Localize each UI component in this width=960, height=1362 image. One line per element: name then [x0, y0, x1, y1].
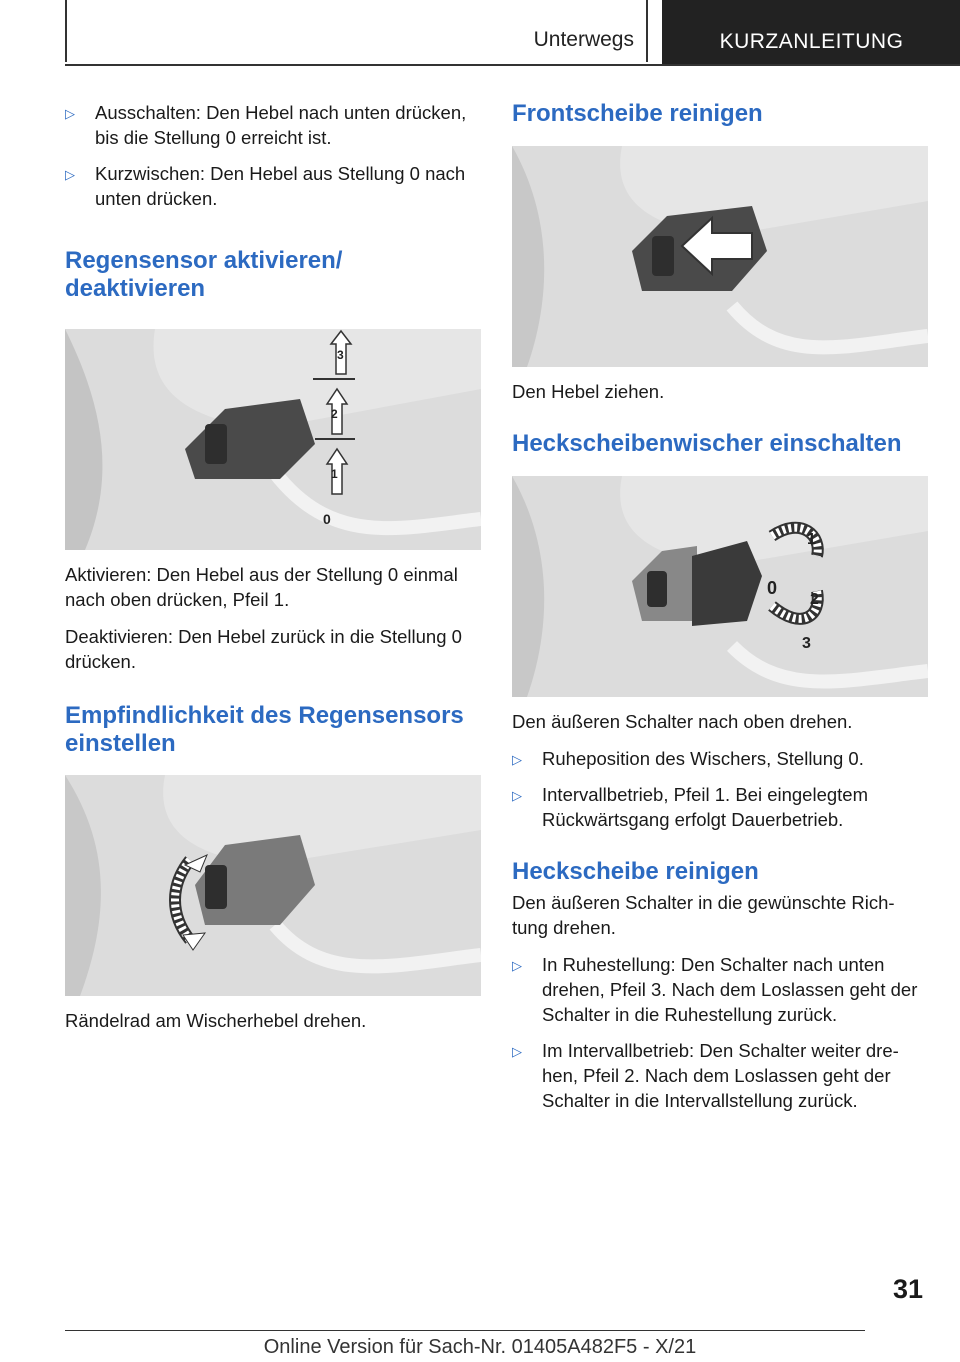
- left-column: [65, 100, 481, 1045]
- heading-line-2: deaktivieren: [65, 275, 206, 302]
- list-item-text: Ruheposition des Wischers, Stellung 0.: [542, 748, 864, 769]
- list-item-text: In Ruhestellung: Den Schalter nach unten drehen, Pfeil 3. Nach dem Loslassen geht der Schalter in die Ruhestellung zurück.: [542, 954, 918, 1025]
- figure-label: 2: [810, 591, 819, 608]
- figure-label: 1: [807, 531, 816, 548]
- figure-label: 3: [337, 348, 344, 362]
- page-header: [65, 0, 960, 66]
- triangle-right-icon: ▷: [512, 958, 522, 973]
- list-item: [65, 100, 481, 150]
- list-item: [512, 952, 928, 1027]
- heading-front-wash: Frontscheibe reinigen: [512, 100, 763, 127]
- figure-rear-wiper-switch: [512, 476, 928, 697]
- list-item: [512, 782, 928, 832]
- page-number: 31: [892, 1274, 923, 1304]
- list-item-text: Im Intervallbetrieb: Den Schalter weiter dre-hen, Pfeil 2. Nach dem Loslassen geht der Schalter in die Intervallstellung zurück.: [542, 1040, 899, 1111]
- header-section-title: Unterwegs: [533, 28, 634, 51]
- heading-line-2: einstellen: [65, 730, 176, 757]
- list-item-text: Intervallbetrieb, Pfeil 1. Bei eingelegtem Rückwärtsgang erfolgt Dauerbetrieb.: [542, 784, 868, 830]
- triangle-right-icon: ▷: [512, 1044, 522, 1059]
- figure-label: 0: [323, 511, 331, 527]
- triangle-right-icon: ▷: [65, 106, 75, 121]
- figure-label: 1: [331, 467, 338, 481]
- right-column: [512, 100, 928, 1124]
- paragraph: Deaktivieren: Den Hebel zurück in die Stellung 0 drücken.: [65, 626, 462, 672]
- triangle-right-icon: ▷: [512, 752, 522, 767]
- figure-label: 3: [802, 635, 811, 652]
- figure-front-wash-lever: [512, 146, 928, 367]
- heading-sensitivity: [65, 702, 481, 758]
- list-item: [512, 1038, 928, 1113]
- paragraph: Den äußeren Schalter in die gewünschte Rich-tung drehen.: [512, 892, 895, 938]
- header-chapter-title: KURZANLEITUNG: [719, 30, 904, 53]
- paragraph: Rändelrad am Wischerhebel drehen.: [65, 1010, 367, 1031]
- paragraph: Aktivieren: Den Hebel aus der Stellung 0 einmal nach oben drücken, Pfeil 1.: [65, 564, 458, 610]
- figure-knurled-wheel: [65, 775, 481, 996]
- heading-rear-wiper: Heckscheibenwischer einschalten: [512, 430, 902, 457]
- figure-label: 2: [331, 407, 338, 421]
- figure-rain-sensor-lever: [65, 329, 481, 550]
- triangle-right-icon: ▷: [512, 788, 522, 803]
- header-section-box: [65, 0, 648, 62]
- list-item: [512, 746, 928, 771]
- footer-rule: [65, 1330, 865, 1331]
- heading-line-1: Regensensor aktivieren/: [65, 247, 343, 274]
- paragraph: Den äußeren Schalter nach oben drehen.: [512, 711, 853, 732]
- figure-label: 0: [767, 578, 778, 598]
- list-item: [65, 161, 481, 211]
- heading-line-1: Empfindlichkeit des Regensensors: [65, 702, 464, 729]
- list-item-text: Kurzwischen: Den Hebel aus Stellung 0 nach unten drücken.: [95, 163, 466, 209]
- footer-online-version: Online Version für Sach-Nr. 01405A482F5 - X/21: [263, 1336, 697, 1358]
- header-chapter-box: [662, 0, 960, 64]
- heading-rain-sensor: [65, 247, 481, 303]
- heading-rear-wash: Heckscheibe reinigen: [512, 858, 759, 885]
- list-item-text: Ausschalten: Den Hebel nach unten drücken, bis die Stellung 0 erreicht ist.: [95, 102, 467, 148]
- paragraph: Den Hebel ziehen.: [512, 381, 665, 402]
- triangle-right-icon: ▷: [65, 167, 75, 182]
